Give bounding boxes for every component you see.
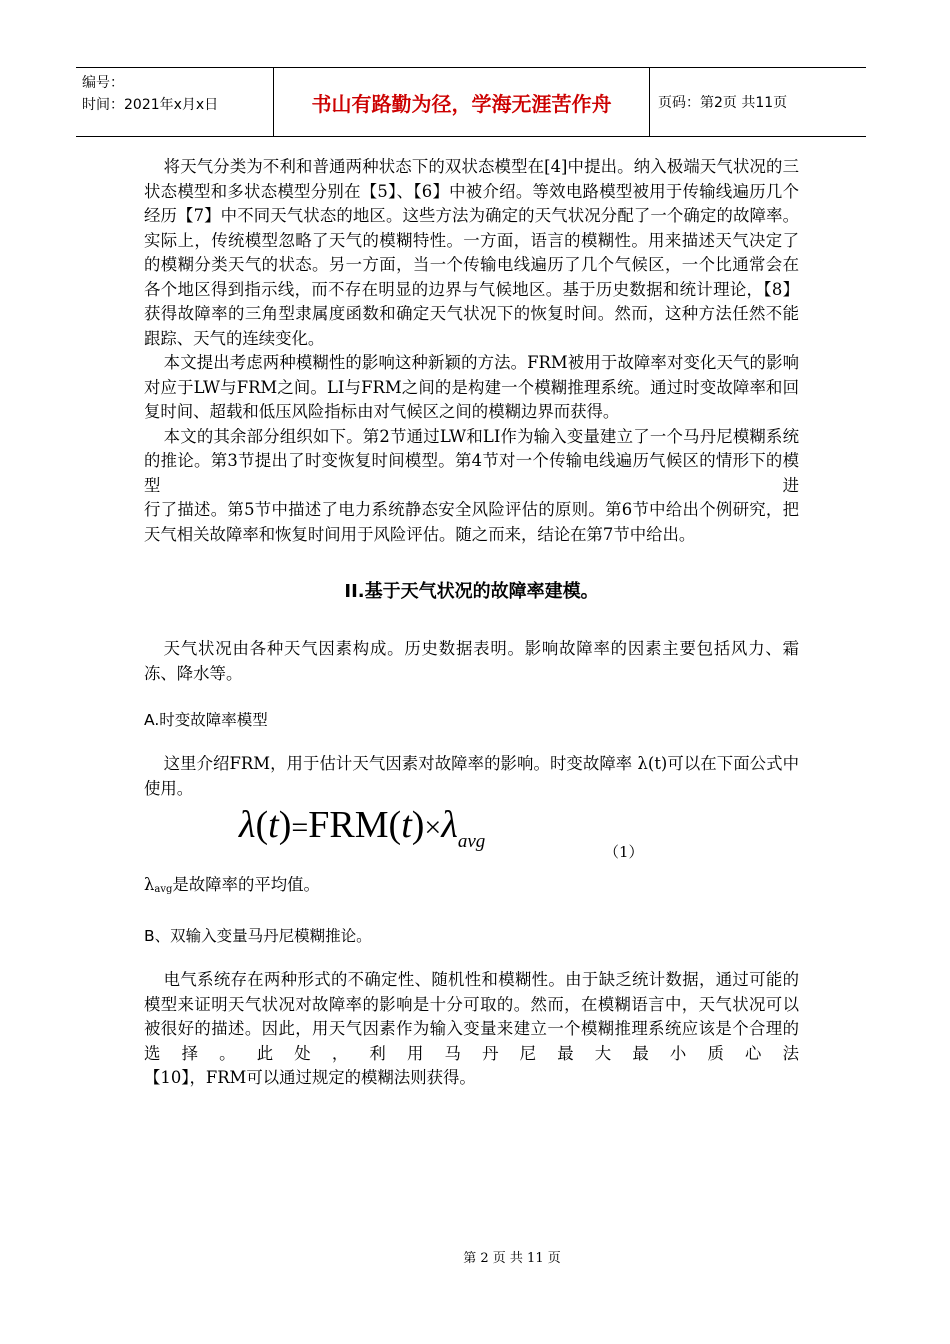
paragraph-intro-3b: 行了描述。第5节中描述了电力系统静态安全风险评估的原则。第6节中给出个例研究，把天气相关故障率和恢复时间用于风险评估。随之而来，结论在第7节中给出。 [144,500,799,544]
formula-sub-avg: avg [457,831,486,852]
section-2-title: II.基于天气状况的故障率建模。 [344,581,599,602]
equation-number: （1） [604,843,644,861]
lambda-symbol: λ [144,875,155,894]
lambda-avg-definition [144,873,799,902]
subsection-a-title: A.时变故障率模型 [144,711,268,729]
formula-expression: $\lambda(t)=FRM(t)\times\lambda_{avg}$ [239,804,486,852]
header-page-info: 页码：第2页 共11页 [658,95,788,111]
page-footer: 第 2 页 共 11 页 [463,1251,561,1266]
formula-1 [144,801,799,873]
time-label: 时间：2021年x月x日 [82,97,219,113]
formula-frm: FRM [308,804,389,846]
paragraph-uncertainty: 电气系统存在两种形式的不确定性、随机性和模糊性。由于缺乏统计数据，通过可能的模型来证明天气状况对故障率的影响是十分可取的。然而，在模糊语言中，天气状况可以被很好的描述。因此，用天气因素作为输入变量来建立一个模糊推理系统应该是个合理的选择。此处，利用马丹尼最大最小质心法 [144,970,799,1063]
paragraph-uncertainty-end: 【10】，FRM可以通过规定的模糊法则获得。 [144,1068,476,1087]
lambda-description: 是故障率的平均值。 [172,875,320,894]
paragraph-intro-3a: 本文的其余部分组织如下。第2节通过LW和LI作为输入变量建立了一个马丹尼模糊系统的推论。第3节提出了时变恢复时间模型。第4节对一个传输电线遍历气候区的情形下的模型进 [144,426,799,495]
paragraph-intro-2: 本文提出考虑两种模糊性的影响这种新颖的方法。FRM被用于故障率对变化天气的影响对应于LW与FRM之间。LI与FRM之间的是构建一个模糊推理系统。通过时变故障率和回复时间、超载和低压风险指标由对气候区之间的模糊边界而获得。 [144,353,799,421]
number-label: 编号： [82,75,124,91]
subsection-b-title: B、双输入变量马丹尼模糊推论。 [144,927,372,945]
lambda-subscript: avg [154,884,173,895]
header-motto: 书山有路勤为径，学海无涯苦作舟 [274,68,650,136]
document-body [144,155,799,1091]
header-meta-cell [76,68,274,136]
paragraph-weather: 天气状况由各种天气因素构成。历史数据表明。影响故障率的因素主要包括风力、霜冻、降水等。 [144,639,799,683]
paragraph-frm: 这里介绍FRM，用于估计天气因素对故障率的影响。时变故障率 λ(t)可以在下面公式中使用。 [144,754,799,798]
paragraph-intro-1: 将天气分类为不利和普通两种状态下的双状态模型在[4]中提出。纳入极端天气状况的三状态模型和多状态模型分别在【5】、【6】中被介绍。等效电路模型被用于传输线遍历几个经历【7】中不同天气状态的地区。这些方法为确定的天气状况分配了一个确定的故障率。实际上，传统模型忽略了天气的模糊特性。一方面，语言的模糊性。用来描述天气决定了的模糊分类天气的状态。另一方面，当一个传输电线遍历了几个气候区，一个比通常会在各个地区得到指示线，而不存在明显的边界与气候地区。基于历史数据和统计理论，【8】获得故障率的三角型隶属度函数和确定天气状况下的恢复时间。然而，这种方法任然不能跟踪、天气的连续变化。 [144,157,799,348]
document-header [76,67,866,137]
